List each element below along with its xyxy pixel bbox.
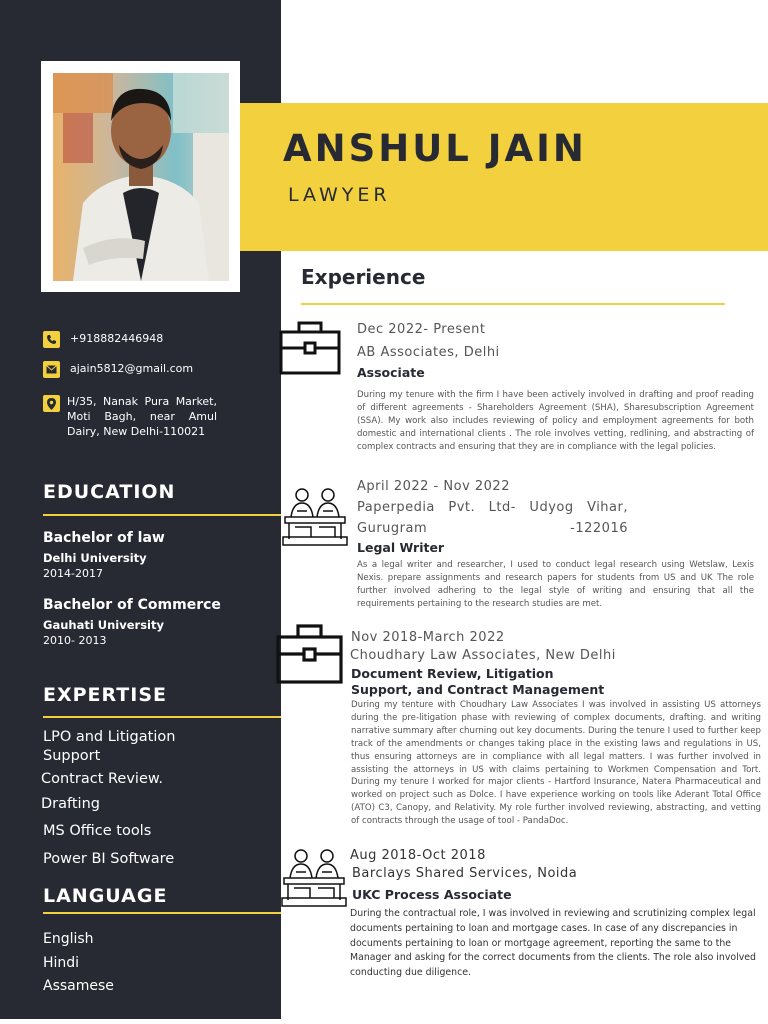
- experience-divider: [301, 303, 725, 305]
- education-years: 2010- 2013: [43, 634, 107, 647]
- meeting-icon: [280, 848, 348, 912]
- education-degree: Bachelor of Commerce: [43, 597, 221, 613]
- candidate-name: ANSHUL JAIN: [283, 127, 587, 170]
- experience-company: Choudhary Law Associates, New Delhi: [350, 648, 616, 663]
- education-years: 2014-2017: [43, 567, 103, 580]
- education-heading: EDUCATION: [43, 481, 176, 503]
- expertise-item: Contract Review.: [41, 771, 163, 787]
- experience-date: Dec 2022- Present: [357, 322, 486, 337]
- address-text: H/35, Nanak Pura Market, Moti Bagh, near Amul Dairy, New Delhi-110021: [67, 395, 217, 438]
- experience-description: During my tenure with the firm I have been actively involved in drafting and proof reading of different agreements - Shareholders Agreement (SHA), Sharesubscription Agreement (SSA). My work also includes reviewing of policy and employment agreements for both domestic and international clients . The role involves vetting, redlining, and abstracting of complex contracts and ensuring that they are in compliance with the legal policies.: [357, 390, 754, 452]
- meeting-icon: [281, 487, 349, 551]
- language-item: English: [43, 931, 94, 947]
- education-school: Gauhati University: [43, 618, 164, 632]
- location-pin-icon: [43, 395, 60, 412]
- expertise-heading: EXPERTISE: [43, 684, 168, 706]
- experience-description: During the contractual role, I was involved in reviewing and scrutinizing complex legal documents pertaining to loan and mortgage cases. In case of any discrepancies in documents pertaining to loan or mortgage agreement, reporting the same to the Manager and asking for the correct documents from the clients. The role also involved conducting due diligence.: [350, 908, 756, 979]
- phone-text: +918882446948: [70, 332, 164, 345]
- experience-date: Aug 2018-Oct 2018: [350, 848, 486, 863]
- contact-address: [43, 394, 217, 439]
- email-text: ajain5812@gmail.com: [70, 362, 194, 375]
- experience-date: Nov 2018-March 2022: [351, 630, 505, 645]
- expertise-item: LPO and Litigation Support: [43, 729, 176, 764]
- expertise-item: Power BI Software: [43, 851, 175, 867]
- expertise-item: Drafting: [41, 796, 100, 812]
- email-icon: [43, 361, 60, 378]
- contact-email: [43, 361, 193, 378]
- experience-company: Barclays Shared Services, Noida: [352, 866, 578, 881]
- education-divider: [43, 514, 281, 516]
- experience-title: UKC Process Associate: [352, 887, 512, 902]
- expertise-divider: [43, 716, 281, 718]
- profile-photo-frame: [41, 61, 240, 292]
- name-banner: [240, 103, 768, 251]
- phone-icon: [43, 331, 60, 348]
- briefcase-icon: [276, 621, 343, 689]
- profile-photo: [53, 73, 229, 281]
- education-school: Delhi University: [43, 551, 147, 565]
- contact-phone: [43, 331, 163, 348]
- experience-date: April 2022 - Nov 2022: [357, 479, 510, 494]
- experience-description: During my tenture with Choudhary Law Associates I was involved in assisting US attorneys during the pre-litigation phase with reviewing of complex documents, drafting. and writing narrative summary after churning out key documents. During the tenure I used to further keep track of the amendments or changes taking place in the existing laws and regulations in US, thus ensuring attorneys are in compliance with all legal matters. I was further involved in assisting the attorneys in US with claims pertaining to Workmen Compensation and Tort. During my tenure I worked for major clients - Hartford Insurance, Natera Pharmaceutical and worked on project such as Dolce. I have experience working on tools like Aderant Total Office (ATO) C3, Canopy, and Relativity. My role further involved reviewing, abstracting, and vetting of contracts through the usage of tool - PandaDoc.: [351, 700, 761, 827]
- experience-description: As a legal writer and researcher, I used to conduct legal research using Wetslaw, Lexis Nexis. prepare assignments and research papers for students from US and UK The role further involved adhering to the legal style of writing and ensuring that all the requirements pertaining to the research studies are met.: [357, 560, 754, 609]
- education-degree: Bachelor of law: [43, 530, 165, 546]
- experience-title: Document Review, Litigation Support, and Contract Management: [351, 666, 605, 697]
- experience-company: Paperpedia Pvt. Ltd- Udyog Vihar, Gurugram -122016: [357, 500, 628, 536]
- experience-title: Legal Writer: [357, 540, 445, 555]
- experience-title: Associate: [357, 365, 425, 380]
- candidate-role: LAWYER: [288, 184, 391, 206]
- briefcase-icon: [279, 318, 341, 380]
- language-item: Hindi: [43, 955, 80, 971]
- expertise-item: MS Office tools: [43, 823, 152, 839]
- language-item: Assamese: [43, 978, 114, 994]
- language-divider: [43, 912, 281, 914]
- experience-heading: Experience: [301, 265, 426, 289]
- language-heading: LANGUAGE: [43, 885, 168, 907]
- experience-company: AB Associates, Delhi: [357, 345, 500, 360]
